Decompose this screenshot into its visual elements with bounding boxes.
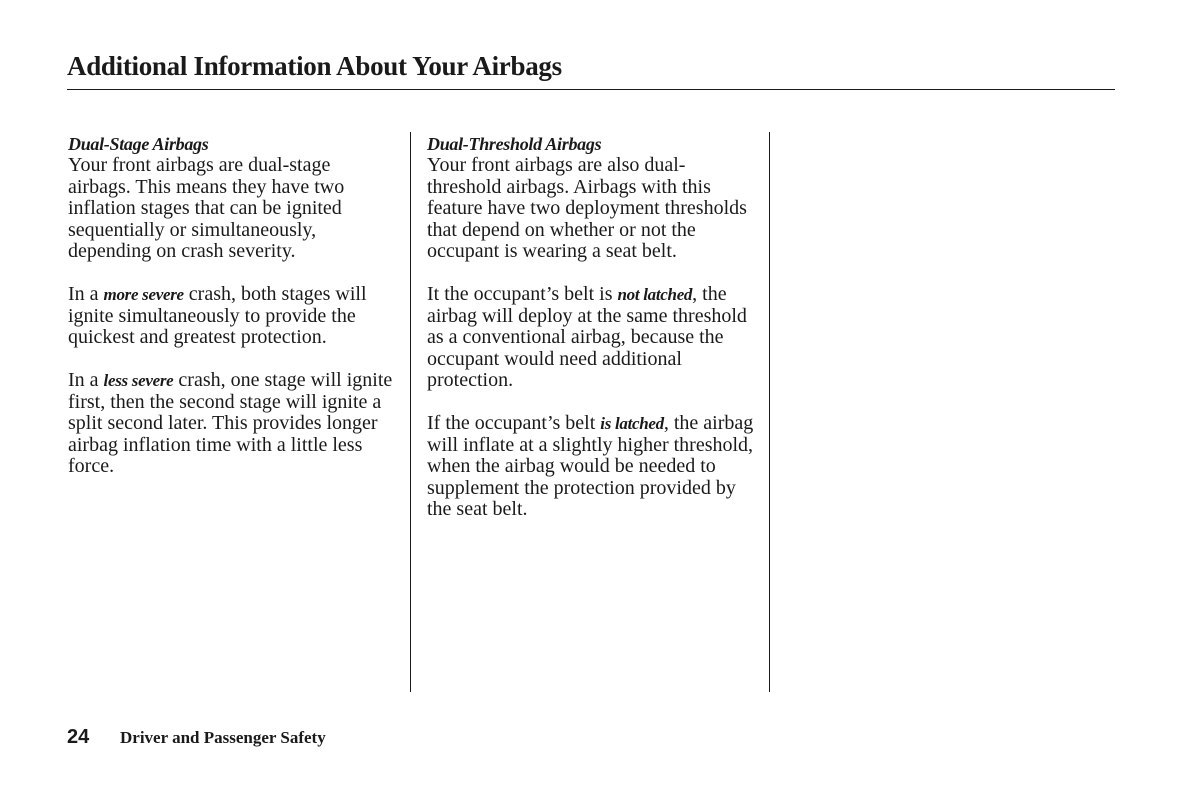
column-divider <box>769 132 770 692</box>
section-heading-dual-threshold: Dual-Threshold Airbags <box>427 134 602 154</box>
title-divider <box>67 89 1115 90</box>
paragraph-text: In a <box>68 283 104 305</box>
paragraph <box>427 413 755 521</box>
page-title: Additional Information About Your Airbags <box>67 51 562 81</box>
column-dual-stage <box>68 133 396 499</box>
paragraph-text: crash, both stages will ignite simultaneously to provide the quickest and greatest protection. <box>68 283 367 348</box>
paragraph-text: crash, one stage will ignite first, then the second stage will ignite a split second later. This provides longer airbag inflation time with a little less force. <box>68 369 393 477</box>
paragraph-text: If the occupant’s belt <box>427 412 601 434</box>
paragraph-text: In a <box>68 369 104 391</box>
paragraph-text: It the occupant’s belt is <box>427 283 618 305</box>
column-divider <box>410 132 411 692</box>
section-heading-dual-stage: Dual-Stage Airbags <box>68 134 209 154</box>
paragraph <box>68 284 396 349</box>
paragraph-text: , the airbag will inflate at a slightly higher threshold, when the airbag would be needed to supplement the protection provided by the seat belt. <box>427 412 754 520</box>
footer-section-title: Driver and Passenger Safety <box>120 728 326 747</box>
paragraph-text: , the airbag will deploy at the same threshold as a conventional airbag, because the occupant would need additional protection. <box>427 283 747 391</box>
page-number: 24 <box>67 726 90 748</box>
paragraph <box>427 284 755 392</box>
emphasis-text: is latched <box>600 414 664 433</box>
emphasis-text: not latched <box>617 285 693 304</box>
paragraph: Your front airbags are dual-stage airbags. This means they have two inflation stages that can be ignited sequentially or simultaneously, depending on crash severity. <box>68 154 345 262</box>
column-dual-threshold <box>427 133 755 542</box>
paragraph: Your front airbags are also dual-threshold airbags. Airbags with this feature have two deployment thresholds that depend on whether or not the occupant is wearing a seat belt. <box>427 154 747 262</box>
paragraph <box>68 370 396 478</box>
emphasis-text: less severe <box>103 371 174 390</box>
emphasis-text: more severe <box>103 285 184 304</box>
